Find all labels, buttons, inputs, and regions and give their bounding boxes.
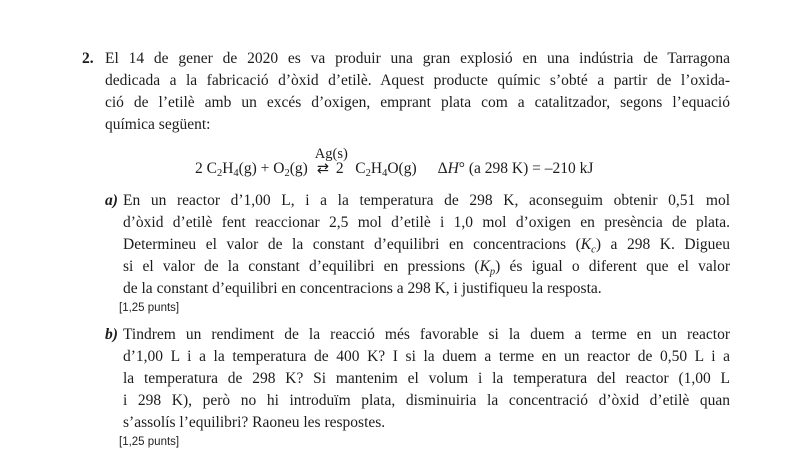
question-number: 2.	[82, 50, 94, 67]
part-b-line-3: la temperatura de 298 K? Si mantenim el volum i la temperatura del reactor (1,00 L	[123, 370, 730, 387]
part-b-line-4: i 298 K), però no hi introduïm plata, disminuiria la concentració d’òxid d’etilè quan	[123, 392, 730, 409]
intro-line-4: química següent:	[105, 116, 211, 133]
equilibrium-arrow-icon: ⇄	[316, 161, 329, 177]
part-a-label: a)	[105, 192, 118, 209]
question-body	[105, 48, 730, 450]
part-a-line-4: si el valor de la constant d’equilibri en pressions $(K_p)$ és igual o diferent que el valor	[123, 258, 730, 278]
part-a-line-1: En un reactor d’1,00 L, i a la temperatura de 298 K, aconseguim obtenir 0,51 mol	[123, 192, 730, 209]
equilibrium-arrow-wrap	[314, 146, 348, 178]
part-b-line-1: Tindrem un rendiment de la reacció més favorable si la duem a terme en un reactor	[123, 326, 730, 343]
equation-products: 2 C2H4O(g)	[335, 160, 417, 179]
intro-line-2: dedicada a la fabricació d’òxid d’etilè. Aquest producte químic s’obté a partir de l’oxida-	[105, 72, 730, 89]
chemical-equation	[195, 146, 730, 184]
part-b-line-2: d’1,00 L i a la temperatura de 400 K? I si la duem a terme en un reactor de 0,50 L i a	[123, 348, 730, 365]
part-a-line-3: Determineu el valor de la constant d’equilibri en concentracions $(K_c)$ a 298 K. Digueu	[123, 236, 730, 256]
catalyst-label: Ag(s)	[314, 146, 348, 162]
part-a-points: [1,25 punts]	[119, 302, 180, 314]
part-a-body	[119, 190, 730, 316]
part-a-line-2: d’òxid d’etilè fent reaccionar 2,5 mol d’etilè i 1,0 mol d’oxigen en presència de plata.	[123, 214, 730, 231]
intro-line-1: El 14 de gener de 2020 es va produir una gran explosió en una indústria de Tarragona	[105, 50, 730, 67]
question-2	[82, 48, 730, 450]
intro-line-3: ció de l’etilè amb un excés d’oxigen, emprant plata com a catalitzador, segons l’equació	[105, 94, 730, 111]
equation-enthalpy: ΔH° (a 298 K) = –210 kJ	[437, 160, 594, 177]
question-part-b	[105, 324, 730, 450]
part-a-line-5: de la constant d’equilibri en concentracions a 298 K, i justifiqueu la resposta.	[123, 280, 602, 297]
part-b-points: [1,25 punts]	[119, 436, 180, 448]
part-b-line-5: s’assolís l’equilibri? Raoneu les respostes.	[123, 414, 386, 431]
part-b-label: b)	[105, 326, 118, 343]
question-part-a	[105, 190, 730, 316]
part-b-body	[119, 324, 730, 450]
equation-reactants: 2 C2H4(g) + O2(g)	[195, 160, 308, 179]
